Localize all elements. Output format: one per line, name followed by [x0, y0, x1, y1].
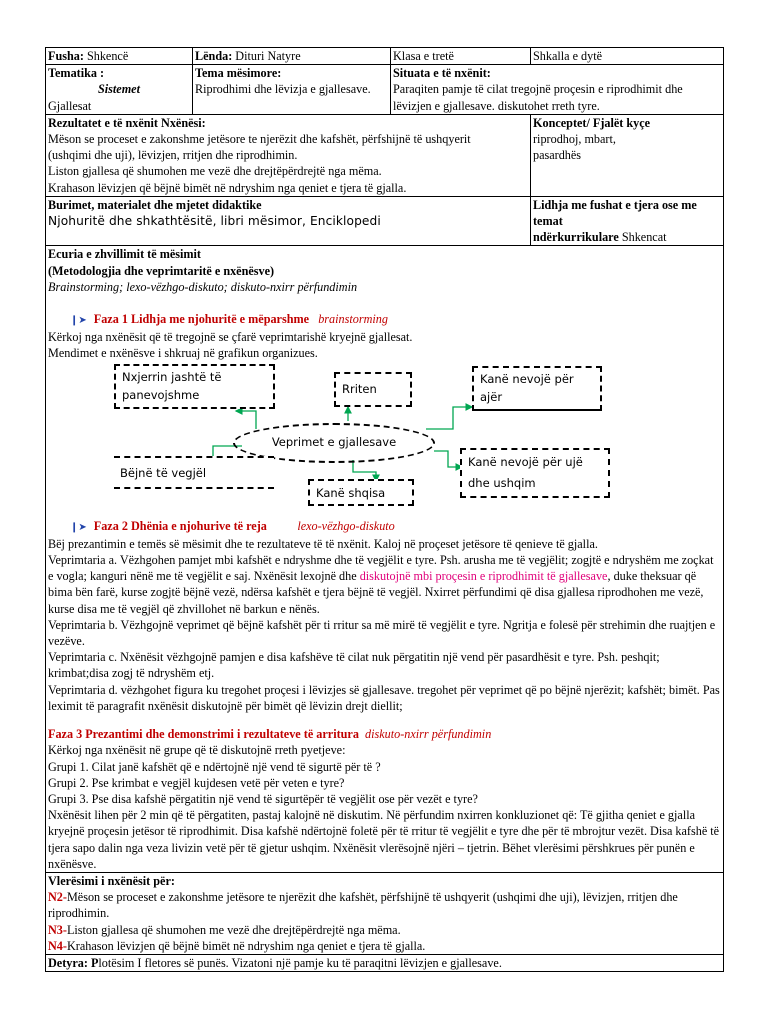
koncept-2: pasardhës: [533, 148, 582, 163]
rezultatet-cell: [46, 114, 531, 196]
shkalla-cell: Shkalla e dytë: [531, 48, 724, 65]
burimet-cell: [46, 196, 531, 246]
node-uje: Kanë nevojë për ujë dhe ushqim: [460, 448, 610, 498]
ecuria-row: [46, 246, 724, 872]
vleresimi-row: [46, 872, 724, 954]
rezultat-2: Liston gjallesa që shumohen me vezë dhe drejtëpërdrejtë nga mëma.: [48, 164, 382, 179]
situata-value: Paraqiten pamje të cilat tregojnë proçesin e riprodhimit dhe lëvizjen e gjallesave. diskutohet rreth tyre.: [393, 82, 683, 113]
node-rriten: Rriten: [334, 372, 412, 407]
detyra-row: [46, 954, 724, 971]
faza3-method: diskuto-nxirr përfundimin: [365, 727, 492, 742]
faza2-p1: Bëj prezantimin e temës së mësimit dhe te rezultateve të të nxënit. Kaloj në proçeset jetësore të qenieve të gjalla.: [48, 536, 598, 551]
konceptet-cell: [531, 114, 724, 196]
lidhja-cell: [531, 196, 724, 246]
burimet-row: [46, 196, 724, 246]
lidhja-label-1: Lidhja me fushat e tjera ose me temat: [533, 197, 697, 229]
vleresimi-n4: Krahason lëvizjen që bëjnë bimët në ndryshim nga qeniet e tjera të gjalla.: [66, 938, 426, 953]
node-nxjerrin: Nxjerrin jashtë të panevojshme: [114, 364, 275, 409]
lenda-value: Dituri Natyre: [235, 49, 301, 63]
lidhja-value: Shkencat: [621, 230, 667, 245]
faza1-heading: ❙➤ Faza 1 Lidhja me njohuritë e mëparshme brainstorming: [70, 312, 388, 327]
graphic-organizer: [48, 364, 721, 504]
situata-label: Situata e të nxënit:: [393, 66, 491, 81]
tematika-row: [46, 65, 724, 115]
faza3-q3: Grupi 3. Pse disa kafshë përgatitin një vend të sigurtëpër të vegjëlit ose për vezët e tyre?: [48, 791, 478, 806]
tematika-value: Sistemet: [98, 82, 140, 97]
faza3-q1: Grupi 1. Cilat janë kafshët që e ndërtojnë një vend të sigurtë për të ?: [48, 759, 381, 774]
ecuria-methods: Brainstorming; lexo-vëzhgo-diskuto; diskuto-nxirr përfundimin: [48, 279, 358, 294]
faza1-line-2: Mendimet e nxënësve i shkruaj në grafikun organizues.: [48, 346, 318, 361]
header-row: [46, 48, 724, 65]
burimet-label: Burimet, materialet dhe mjetet didaktike: [48, 197, 262, 212]
faza1-line-1: Kërkoj nga nxënësit që të tregojnë se çfarë veprimtarishë kryejnë gjallesat.: [48, 330, 413, 345]
situata-cell: [391, 65, 724, 115]
ecuria-title: Ecuria e zhvillimit të mësimit: [48, 247, 201, 262]
burimet-value: Njohuritë dhe shkathtësitë, libri mësimor, Enciklopedi: [48, 214, 381, 229]
faza2-p4: Veprimtaria c. Nxënësit vëzhgojnë pamjen e disa kafshëve të cilat nuk përgatitin një vend për pasardhësit e tyre. Psh. peshqit; krimbat;disa zogj të ndryshëm etj.: [48, 650, 660, 681]
konceptet-label: Konceptet/ Fjalët kyçe: [533, 115, 651, 130]
faza2-p3: Veprimtaria b. Vëzhgojnë veprimet që bëjnë kafshët për ti rritur sa më mirë të vegjëlit e tyre. Ngritja e folesë për strehimin dhe ruajtjen e vezëve.: [48, 617, 716, 649]
lesson-plan-table: [45, 47, 724, 972]
lenda-cell: Lënda: Dituri Natyre: [193, 48, 391, 65]
bullet-arrow-icon: ❙➤: [70, 521, 87, 533]
faza2-p2: Veprimtaria a. Vëzhgohen pamjet mbi kafshët e ndryshme dhe të vegjëlit e tyre. Psh. arusha me të vegjëlit; zogjtë e ndryshëm me zoçkat e vogla; kanguri nënë me të vegjëlit e saj. Nxënësit lexojnë dhe diskutojnë mbi proçesin e riprodhimit të gjallesave, duke theksuar që bima bën farë, kurse zogjtë bëjnë vezë, ndërsa kafshët e tjera bëjnë të vegjël. Nxirret përfundimi që disa gjallesa riprodhohen me vezë, kurse disa me të vegjël që zhvillohet në barkun e nënës.: [48, 553, 714, 616]
tematika-label: Tematika :: [48, 66, 105, 81]
tematika-cell: [46, 65, 193, 115]
rezultatet-row: [46, 114, 724, 196]
faza2-method: lexo-vëzhgo-diskuto: [297, 518, 395, 533]
detyra-cell: [46, 954, 724, 971]
ecuria-subtitle: (Metodologjia dhe veprimtaritë e nxënësve): [48, 263, 275, 278]
vleresimi-cell: Vlerësimi i nxënësit për: N2-Mëson se proceset e zakonshme jetësore te njerëzit dhe kafshët, përfshijnë të ushqyerit (ushqimi dhe uji), lëvizjen, rritjen dhe riprodhimin. N3-Liston gjallesa që shumohen me vezë dhe drejtëpërdrejtë nga mëma. N4-Krahason lëvizjen që bëjnë bimët në ndryshim nga qeniet e tjera të gjalla.: [46, 872, 724, 954]
node-shqisa: Kanë shqisa: [308, 479, 414, 506]
faza2-p5: Veprimtaria d. vëzhgohet figura ku tregohet proçesi i lëvizjes së gjallesave. tregohet për veprimet që po bëjnë njerëzit; kafshët; bimët. Pas leximit të paragrafit nxënësit diskutojnë për bimët që lëvizin drejt diellit;: [48, 682, 720, 713]
tematika-value-2: Gjallesat: [48, 98, 92, 113]
arrow-to-aier: [426, 407, 472, 429]
rezultat-1: Mëson se proceset e zakonshme jetësore te njerëzit dhe kafshët, përfshijnë të ushqyerit (ushqimi dhe uji), lëvizjen, rritjen dhe riprodhimin.: [48, 132, 471, 163]
node-vegjel: Bëjnë të vegjël: [114, 456, 274, 489]
tema-label: Tema mësimore:: [195, 66, 282, 81]
fusha-cell: Fusha: Shkencë: [46, 48, 193, 65]
rezultatet-label: Rezultatet e të nxënit Nxënësi:: [48, 115, 206, 130]
center-veprimet: Veprimet e gjallesave: [233, 423, 435, 463]
faza2-highlight: diskutojnë mbi proçesin e riprodhimit të gjallesave: [359, 569, 608, 584]
vleresimi-n2: Mëson se proceset e zakonshme jetësore te njerëzit dhe kafshët, përfshijnë të ushqyerit (ushqimi dhe uji), lëvizjen, rritjen dhe riprodhimin.: [48, 890, 678, 921]
ecuria-cell: [46, 246, 724, 872]
tema-value: Riprodhimi dhe lëvizja e gjallesave.: [195, 82, 371, 97]
arrow-to-uje: [434, 451, 462, 467]
vleresimi-n3: Liston gjallesa që shumohen me vezë dhe drejtëpërdrejtë nga mëma.: [66, 922, 401, 937]
detyra-label: Detyra: P: [48, 955, 99, 970]
klasa-cell: Klasa e tretë: [391, 48, 531, 65]
faza3-conclusion: Nxënësit lihen për 2 min që të përgatiten, pastaj kalojnë në diskutim. Në përfundim nxirren konkluzionet që: Të gjitha qeniet e gjalla kryejnë proçesin jetësor të riprodhimit. Disa kafshë ndërtojnë foletë për të rritur të vegjëlit e tyre dhe për të mbrojtur vezët. Disa kafshë të tjera sapo dalin nga veza livizin vetë për të gjetur ushqim. Nxënësit vlerësojnë njëri – tjetrin. Bëhet vlerësimi përshkrues për punën e nxënësve.: [48, 808, 720, 871]
faza3-intro: Kërkoj nga nxënësit në grupe që të diskutojnë rreth pyetjeve:: [48, 743, 346, 758]
detyra-value: lotësim I fletores së punës. Vizatoni një pamje ku të paraqitni lëvizjen e gjallesave.: [98, 955, 502, 970]
fusha-value: Shkencë: [86, 49, 129, 63]
lidhja-label-2: ndërkurrikulare: [533, 230, 619, 245]
lesson-plan-sheet: [45, 47, 723, 972]
bullet-arrow-icon: ❙➤: [70, 315, 87, 327]
node-aier: Kanë nevojë për ajër: [472, 366, 602, 411]
rezultat-3: Krahason lëvizjen që bëjnë bimët në ndryshim nga qeniet e tjera të gjalla.: [48, 180, 407, 195]
koncept-1: riprodhoj, mbart,: [533, 132, 616, 147]
arrow-to-shqisa: [353, 460, 376, 481]
faza3-heading: Faza 3 Prezantimi dhe demonstrimi i rezultateve të arritura diskuto-nxirr përfundimin: [48, 727, 492, 742]
vleresimi-label: Vlerësimi i nxënësit për:: [48, 873, 175, 888]
faza2-heading: ❙➤ Faza 2 Dhënia e njohurive të reja lexo-vëzhgo-diskuto: [70, 518, 395, 533]
tema-cell: [193, 65, 391, 115]
arrow-to-nxjerrin: [236, 411, 256, 429]
faza1-method: brainstorming: [318, 312, 388, 327]
faza3-q2: Grupi 2. Pse krimbat e vegjël kujdesen vetë për veten e tyre?: [48, 775, 345, 790]
